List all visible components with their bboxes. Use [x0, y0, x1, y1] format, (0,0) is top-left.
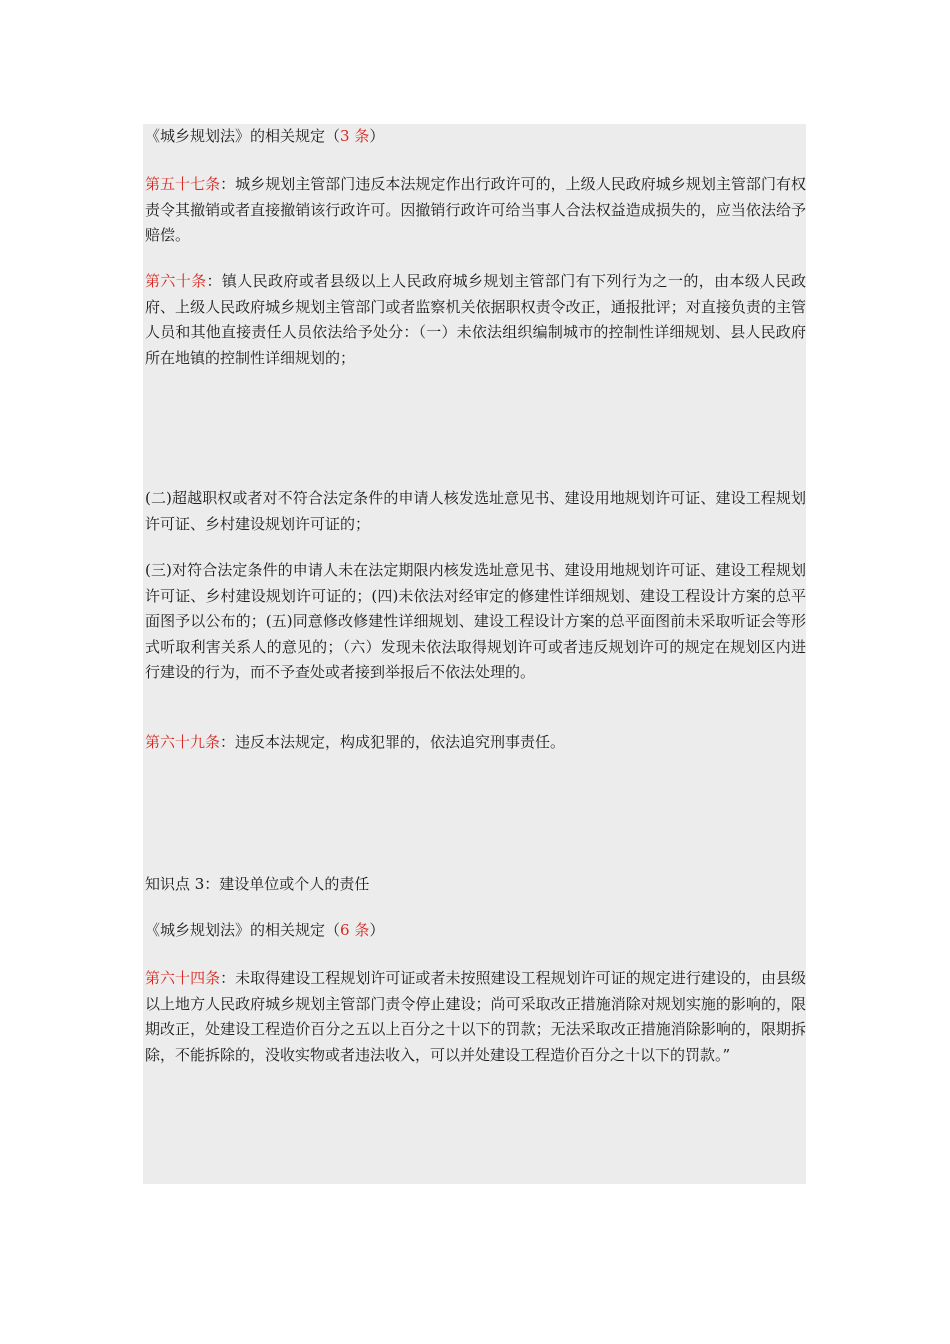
section-heading-2 — [145, 918, 806, 944]
heading-text: 《城乡规划法》的相关规定（ — [145, 921, 341, 939]
article-text: ：违反本法规定，构成犯罪的，依法追究刑事责任。 — [220, 733, 566, 751]
clause-3-6: (三)对符合法定条件的申请人未在法定期限内核发选址意见书、建设用地规划许可证、建设工程规划许可证、乡村建设规划许可证的；(四)未依法对经审定的修建性详细规划、建设工程设计方案的总平面图予以公布的；(五)同意修改修建性详细规划、建设工程设计方案的总平面图前未采取听证会等形式听取利害关系人的意见的；（六）发现未依法取得规划许可或者违反规划许可的规定在规划区内进行建设的行为，而不予查处或者接到举报后不依法处理的。 — [145, 561, 806, 681]
heading-count: 6 条 — [340, 921, 370, 939]
section-heading-1 — [145, 124, 806, 150]
knowledge-point: 知识点 3：建设单位或个人的责任 — [145, 875, 370, 893]
article-label: 第六十九条 — [145, 733, 221, 751]
article-text: ：镇人民政府或者县级以上人民政府城乡规划主管部门有下列行为之一的，由本级人民政府、上级人民政府城乡规划主管部门或者监察机关依据职权责令改正，通报批评；对直接负责的主管人员和其他直接责任人员依法给予处分：（一）未依法组织编制城市的控制性详细规划、县人民政府所在地镇的控制性详细规划的； — [145, 272, 806, 367]
article-label: 第六十条 — [145, 272, 207, 290]
clause-2: (二)超越职权或者对不符合法定条件的申请人核发选址意见书、建设用地规划许可证、建设工程规划许可证、乡村建设规划许可证的； — [145, 489, 806, 533]
content-panel — [143, 124, 806, 1184]
heading-suffix: ） — [369, 127, 385, 145]
article-text: ：城乡规划主管部门违反本法规定作出行政许可的，上级人民政府城乡规划主管部门有权责令其撤销或者直接撤销该行政许可。因撤销行政许可给当事人合法权益造成损失的，应当依法给予赔偿。 — [145, 175, 806, 244]
article-text: ：未取得建设工程规划许可证或者未按照建设工程规划许可证的规定进行建设的，由县级以上地方人民政府城乡规划主管部门责令停止建设；尚可采取改正措施消除对规划实施的影响的，限期改正，处建设工程造价百分之五以上百分之十以下的罚款；无法采取改正措施消除影响的，限期拆除，不能拆除的，没收实物或者违法收入，可以并处建设工程造价百分之十以下的罚款。” — [145, 969, 806, 1064]
article-label: 第五十七条 — [145, 175, 221, 193]
heading-text: 《城乡规划法》的相关规定（ — [145, 127, 341, 145]
article-60 — [145, 269, 806, 371]
article-69 — [145, 730, 806, 756]
article-64 — [145, 966, 806, 1068]
article-57 — [145, 172, 806, 249]
heading-suffix: ） — [369, 921, 385, 939]
heading-count: 3 条 — [340, 127, 370, 145]
article-label: 第六十四条 — [145, 969, 221, 987]
